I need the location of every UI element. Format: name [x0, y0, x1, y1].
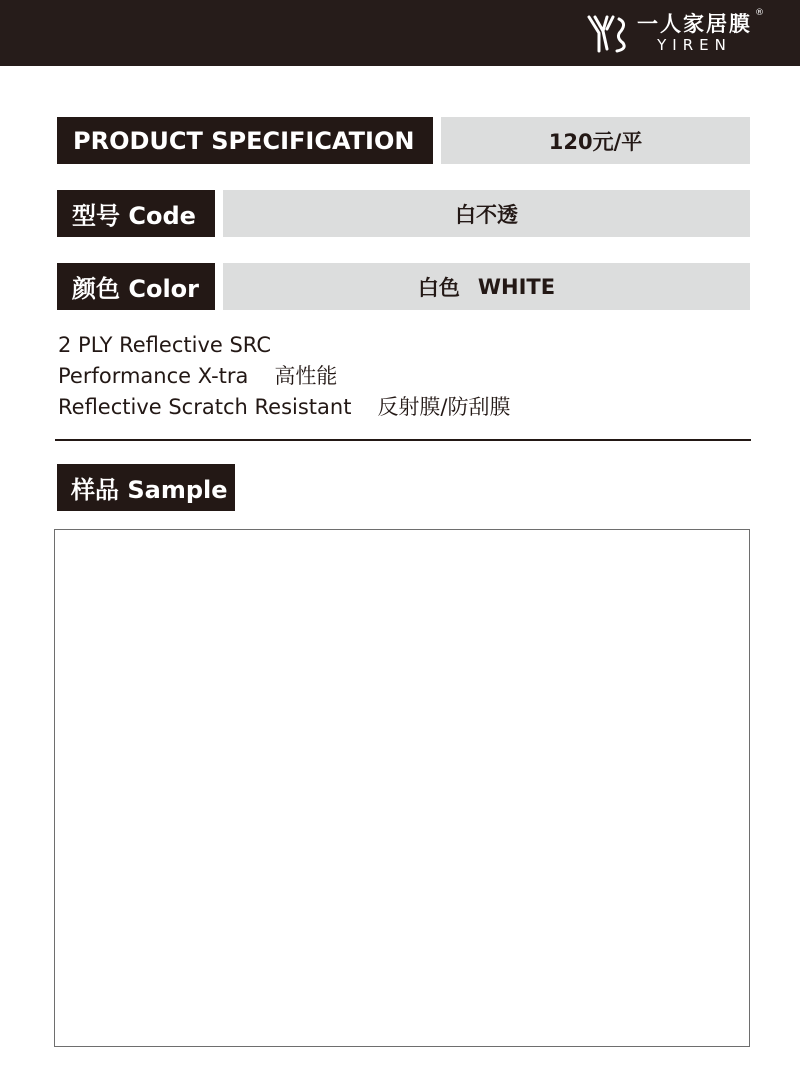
color-label: 颜色 Color: [57, 263, 215, 310]
brand-wordmark: [637, 8, 764, 54]
product-description: [58, 330, 511, 423]
description-line-3: [58, 392, 511, 423]
sample-area: [54, 529, 750, 1047]
yiren-logo-icon: [583, 9, 631, 57]
description-line-3-en: Reflective Scratch Resistant: [58, 395, 352, 419]
code-label: 型号 Code: [57, 190, 215, 237]
color-value: [223, 263, 750, 310]
description-line-2-cn: 高性能: [274, 364, 338, 388]
header-bar: [0, 0, 800, 66]
divider: [55, 439, 751, 441]
color-value-cn: 白色: [417, 275, 460, 300]
brand-name-en: YIREN: [657, 36, 732, 54]
brand-name-cn: 一人家居膜: [637, 12, 752, 36]
price-value: 120元/平: [441, 117, 750, 164]
description-line-1: 2 PLY Reflective SRC: [58, 333, 272, 357]
color-value-en: WHITE: [477, 274, 556, 299]
registered-mark: ®: [755, 8, 764, 18]
code-value: 白不透: [223, 190, 750, 237]
product-specification-title: PRODUCT SPECIFICATION: [57, 117, 433, 164]
description-line-3-cn: 反射膜/防刮膜: [377, 395, 511, 419]
description-line-2-en: Performance X-tra: [58, 364, 249, 388]
description-line-2: [58, 361, 511, 392]
sample-label: 样品 Sample: [57, 464, 235, 511]
brand-logo: [583, 6, 764, 60]
